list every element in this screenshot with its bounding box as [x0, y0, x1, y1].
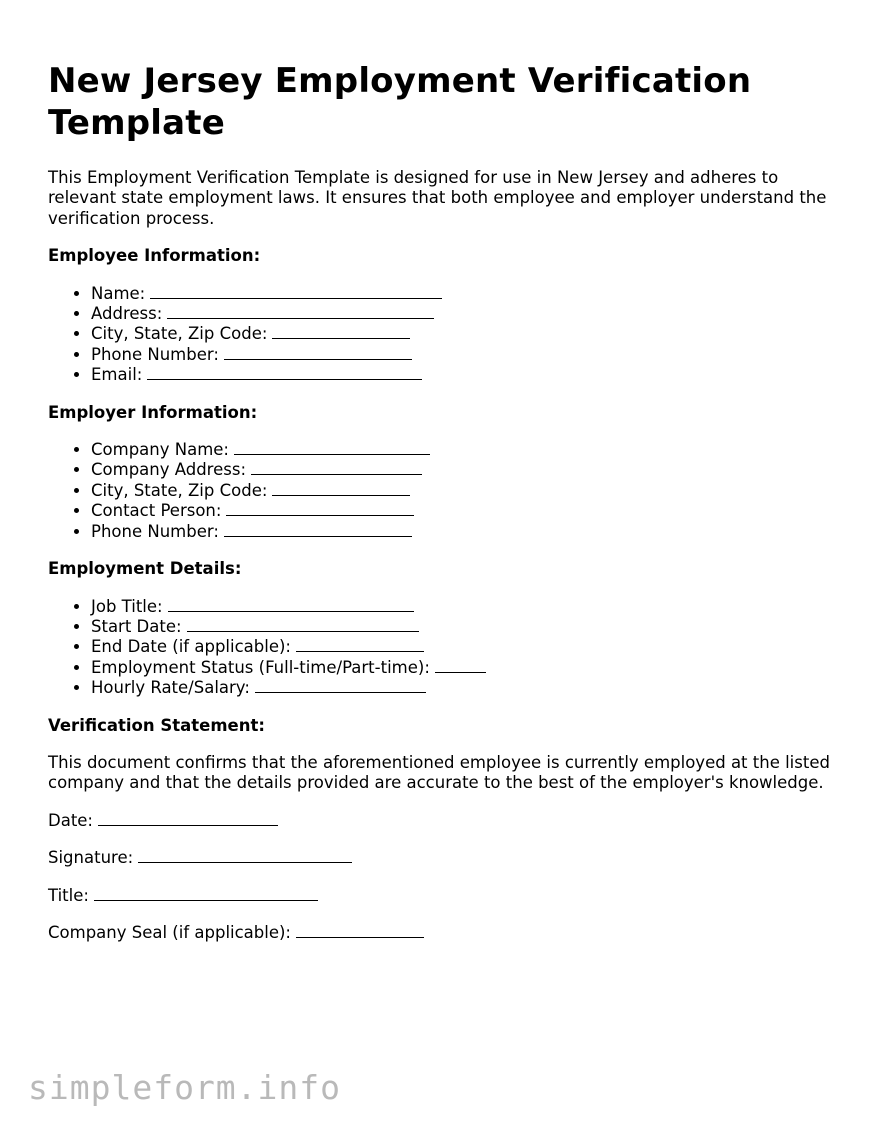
fill-blank[interactable] — [167, 304, 434, 319]
list-item: • Company Name: — [91, 440, 838, 460]
fill-blank[interactable] — [168, 597, 414, 612]
verification-paragraph: This document confirms that the aforementioned employee is currently employed at the listed company and that the details provided are accurate to the best of the employer's knowledge. — [48, 752, 830, 793]
verification-section-heading: Verification Statement: — [48, 715, 265, 735]
list-item: • Name: — [91, 284, 838, 304]
employment-section-heading: Employment Details: — [48, 559, 242, 579]
fill-blank[interactable] — [224, 522, 412, 537]
list-item: • Contact Person: — [91, 501, 838, 521]
title-line: Title: — [48, 886, 838, 906]
list-item: • City, State, Zip Code: — [91, 481, 838, 501]
employment-list — [48, 597, 838, 699]
list-item: • Phone Number: — [91, 522, 838, 542]
list-item: • End Date (if applicable): — [91, 637, 838, 657]
fill-blank[interactable] — [255, 678, 426, 693]
list-item: • Hourly Rate/Salary: — [91, 678, 838, 698]
signature-blank[interactable] — [138, 848, 352, 863]
fill-blank[interactable] — [150, 284, 442, 299]
title-blank[interactable] — [94, 886, 318, 901]
signature-line: Signature: — [48, 848, 838, 868]
list-item: • Email: — [91, 365, 838, 385]
document-title: New Jersey Employment Verification Template — [48, 61, 752, 143]
fill-blank[interactable] — [296, 637, 424, 652]
fill-blank[interactable] — [224, 345, 412, 360]
employer-list — [48, 440, 838, 542]
document-page — [48, 60, 838, 960]
date-line: Date: — [48, 811, 838, 831]
seal-line: Company Seal (if applicable): — [48, 923, 838, 943]
fill-blank[interactable] — [435, 658, 486, 673]
fill-blank[interactable] — [234, 440, 430, 455]
fill-blank[interactable] — [272, 481, 410, 496]
list-item: • Employment Status (Full-time/Part-time): — [91, 658, 838, 678]
fill-blank[interactable] — [226, 501, 414, 516]
seal-blank[interactable] — [296, 923, 424, 938]
fill-blank[interactable] — [187, 617, 419, 632]
fill-blank[interactable] — [272, 324, 410, 339]
watermark: simpleform.info — [28, 1068, 342, 1107]
fill-blank[interactable] — [251, 460, 422, 475]
list-item: • Company Address: — [91, 460, 838, 480]
employer-section-heading: Employer Information: — [48, 402, 258, 422]
list-item: • Address: — [91, 304, 838, 324]
intro-paragraph: This Employment Verification Template is designed for use in New Jersey and adheres to relevant state employment laws. It ensures that both employee and employer understand the verification process. — [48, 168, 827, 228]
list-item: • City, State, Zip Code: — [91, 324, 838, 344]
employee-list — [48, 284, 838, 386]
list-item: • Job Title: — [91, 597, 838, 617]
employee-section-heading: Employee Information: — [48, 246, 261, 266]
list-item: • Start Date: — [91, 617, 838, 637]
fill-blank[interactable] — [147, 365, 422, 380]
date-blank[interactable] — [98, 811, 278, 826]
list-item: • Phone Number: — [91, 345, 838, 365]
